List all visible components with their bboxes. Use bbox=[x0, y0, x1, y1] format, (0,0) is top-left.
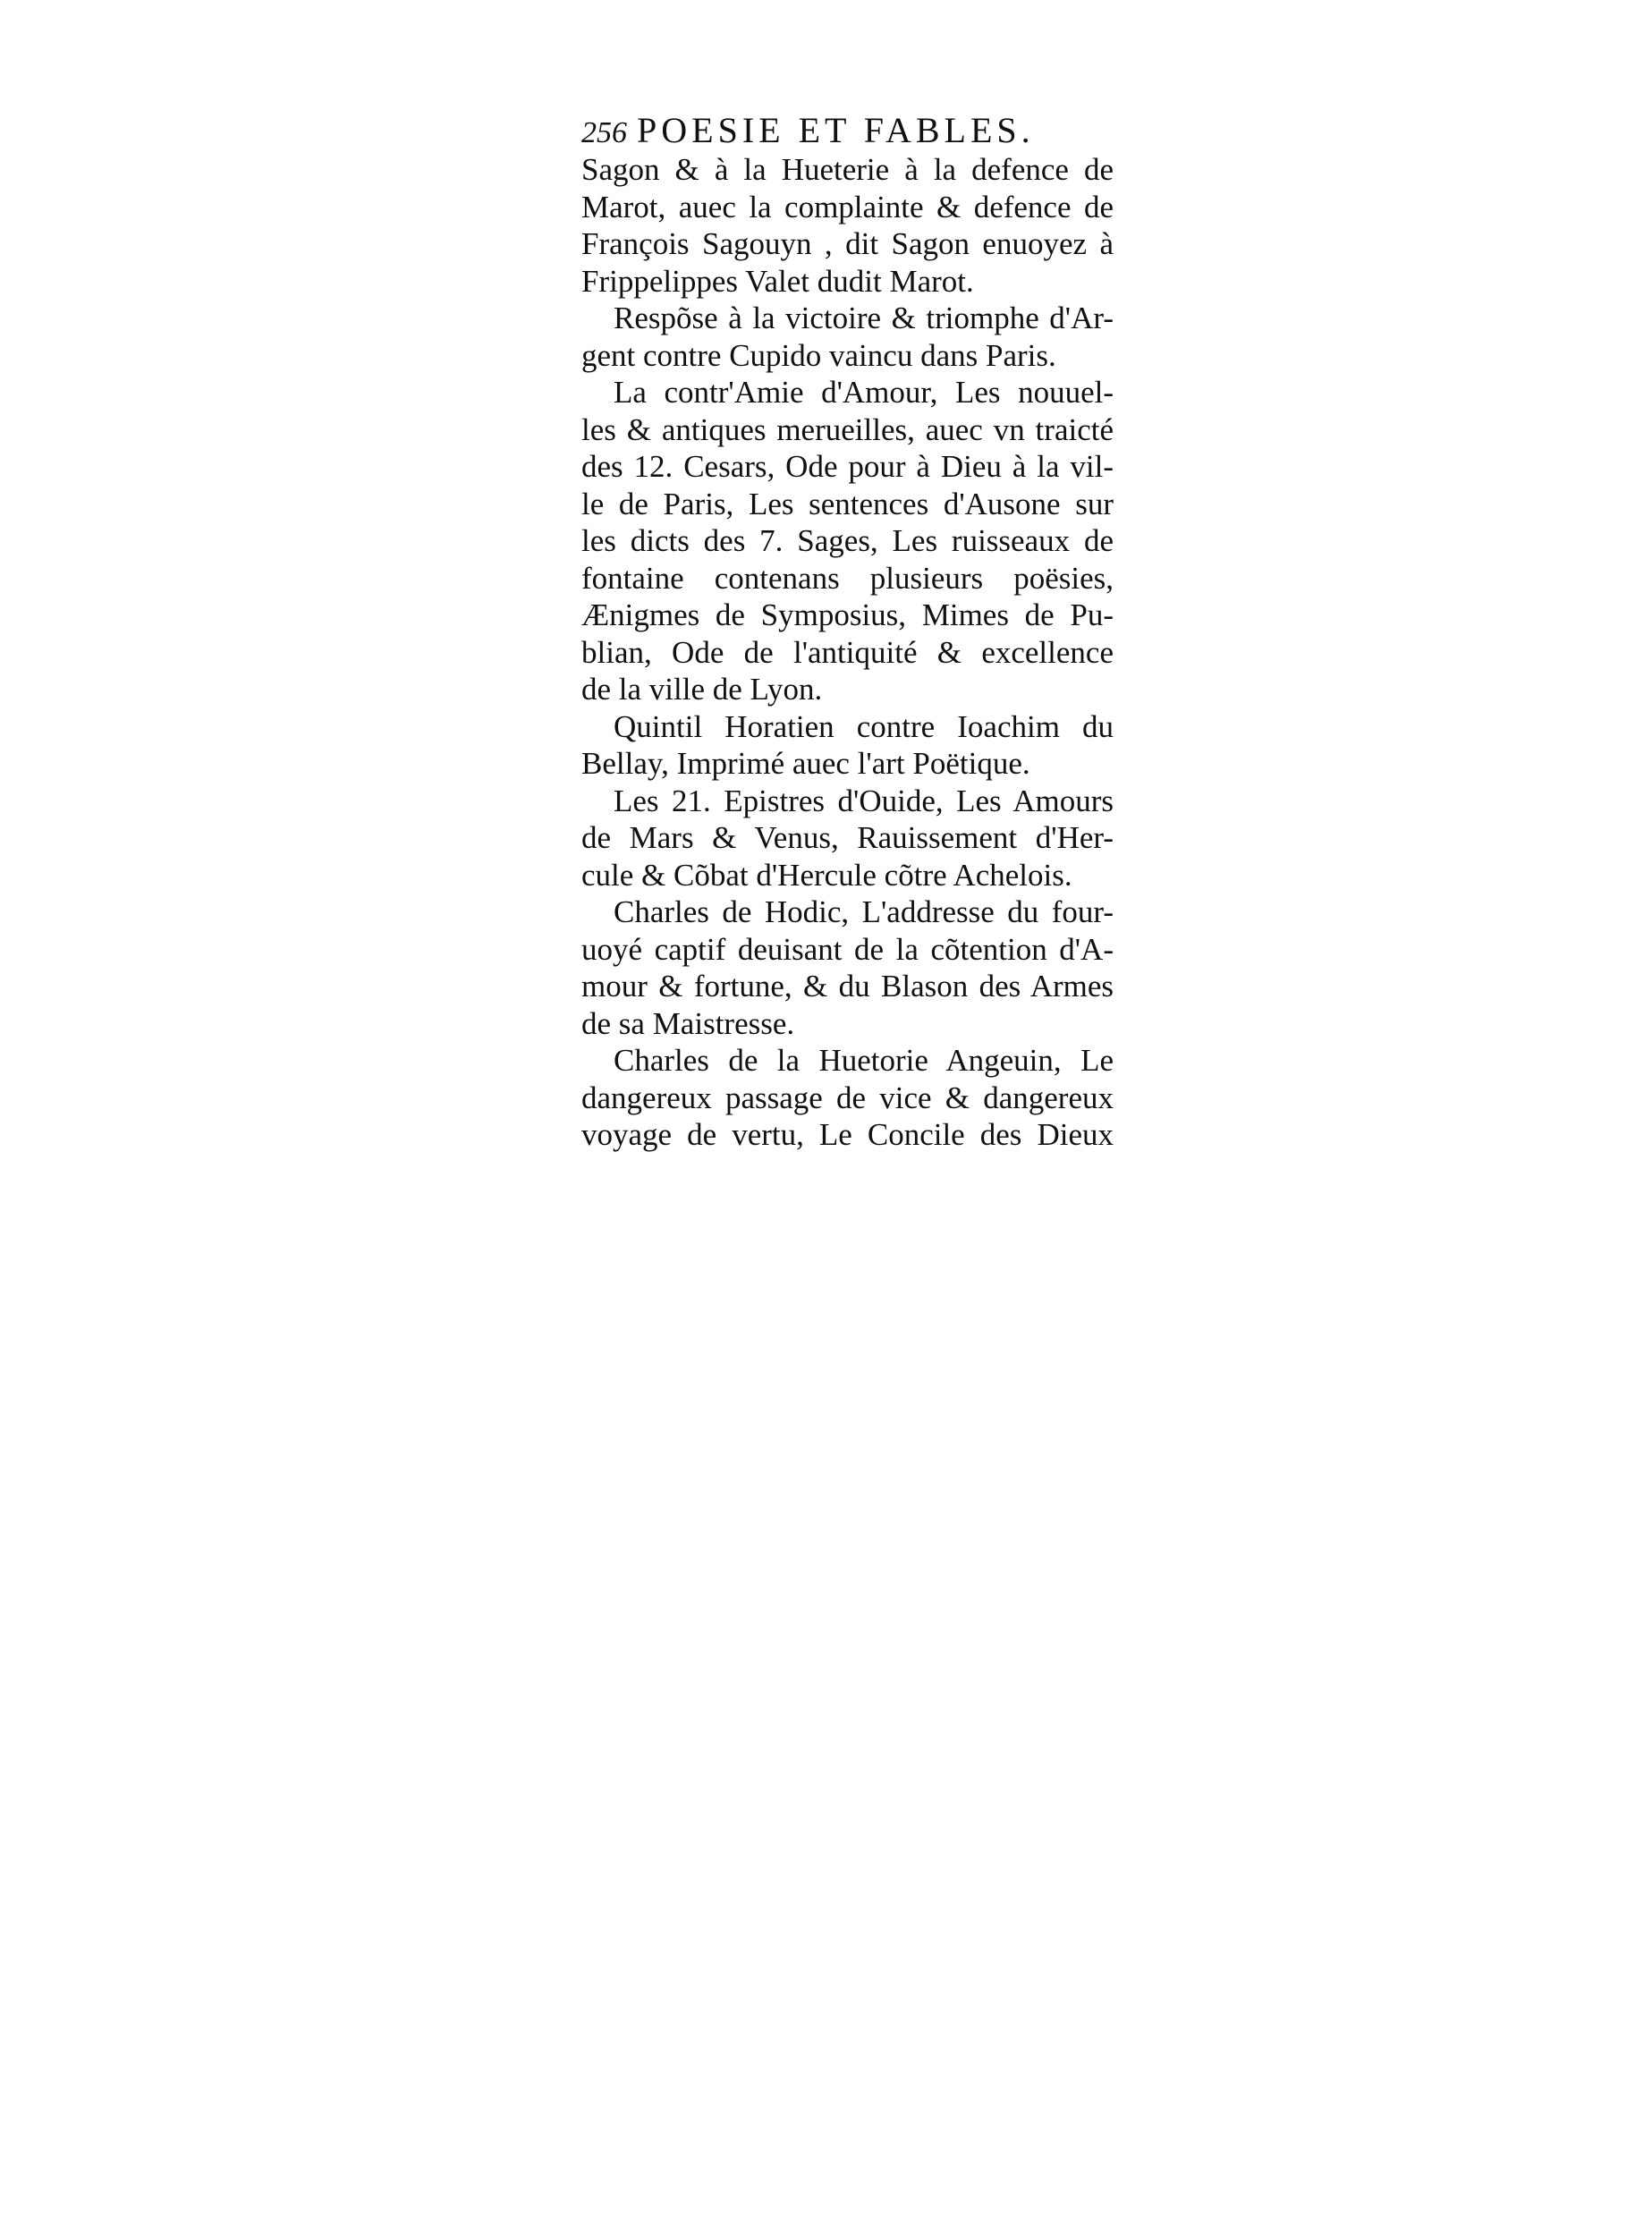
text-line: Respõse à la victoire & triomphe d'Ar- bbox=[614, 301, 1114, 335]
text-line: Charles de Hodic, L'addresse du four- bbox=[614, 894, 1114, 929]
text-line: dangereux passage de vice & dangereux bbox=[581, 1080, 1114, 1115]
entry-hodic bbox=[581, 894, 1114, 1042]
text-line: Ænigmes de Symposius, Mimes de Pu- bbox=[581, 597, 1114, 632]
text-line: le de Paris, Les sentences d'Ausone sur bbox=[581, 486, 1114, 521]
text-line: blian, Ode de l'antiquité & excellence bbox=[581, 634, 1114, 670]
text-line: les dicts des 7. Sages, Les ruisseaux de bbox=[581, 523, 1114, 558]
entry-quintil bbox=[581, 708, 1114, 783]
entry-responce bbox=[581, 300, 1114, 374]
text-line: uoyé captif deuisant de la cõtention d'A- bbox=[581, 931, 1114, 967]
page-text-block bbox=[581, 112, 1114, 1154]
text-line: mour & fortune, & du Blason des Armes bbox=[581, 969, 1114, 1004]
text-line: les & antiques merueilles, auec vn traicté bbox=[581, 411, 1114, 447]
text-line: gent contre Cupido vaincu dans Paris. bbox=[581, 337, 1056, 373]
entry-sagon bbox=[581, 151, 1114, 300]
entry-contr-amie bbox=[581, 374, 1114, 708]
text-line: Les 21. Epistres d'Ouide, Les Amours bbox=[614, 783, 1114, 818]
page-number: 256 bbox=[581, 116, 627, 149]
text-line: François Sagouyn , dit Sagon enuoyez à bbox=[581, 226, 1114, 261]
text-line: Sagon & à la Hueterie à la defence de bbox=[581, 152, 1114, 187]
entry-huetorie bbox=[581, 1042, 1114, 1154]
text-line: Frippelippes Valet dudit Marot. bbox=[581, 263, 974, 299]
text-line: cule & Cõbat d'Hercule cõtre Achelois. bbox=[581, 857, 1072, 893]
running-head bbox=[581, 112, 1114, 151]
running-title: POESIE ET FABLES. bbox=[637, 110, 1035, 150]
text-line: de sa Maistresse. bbox=[581, 1005, 795, 1041]
text-line: des 12. Cesars, Ode pour à Dieu à la vil- bbox=[581, 449, 1114, 484]
text-line: de la ville de Lyon. bbox=[581, 672, 823, 707]
text-line: La contr'Amie d'Amour, Les nouuel- bbox=[614, 375, 1114, 410]
text-line: fontaine contenans plusieurs poësies, bbox=[581, 560, 1114, 596]
text-line: Marot, auec la complainte & defence de bbox=[581, 189, 1114, 224]
text-line: Quintil Horatien contre Ioachim du bbox=[614, 708, 1114, 744]
entry-epistres bbox=[581, 783, 1114, 894]
text-line: Charles de la Huetorie Angeuin, Le bbox=[614, 1043, 1114, 1078]
text-line: voyage de vertu, Le Concile des Dieux bbox=[581, 1117, 1114, 1152]
text-line: de Mars & Venus, Rauissement d'Her- bbox=[581, 820, 1114, 855]
text-line: Bellay, Imprimé auec l'art Poëtique. bbox=[581, 746, 1030, 781]
